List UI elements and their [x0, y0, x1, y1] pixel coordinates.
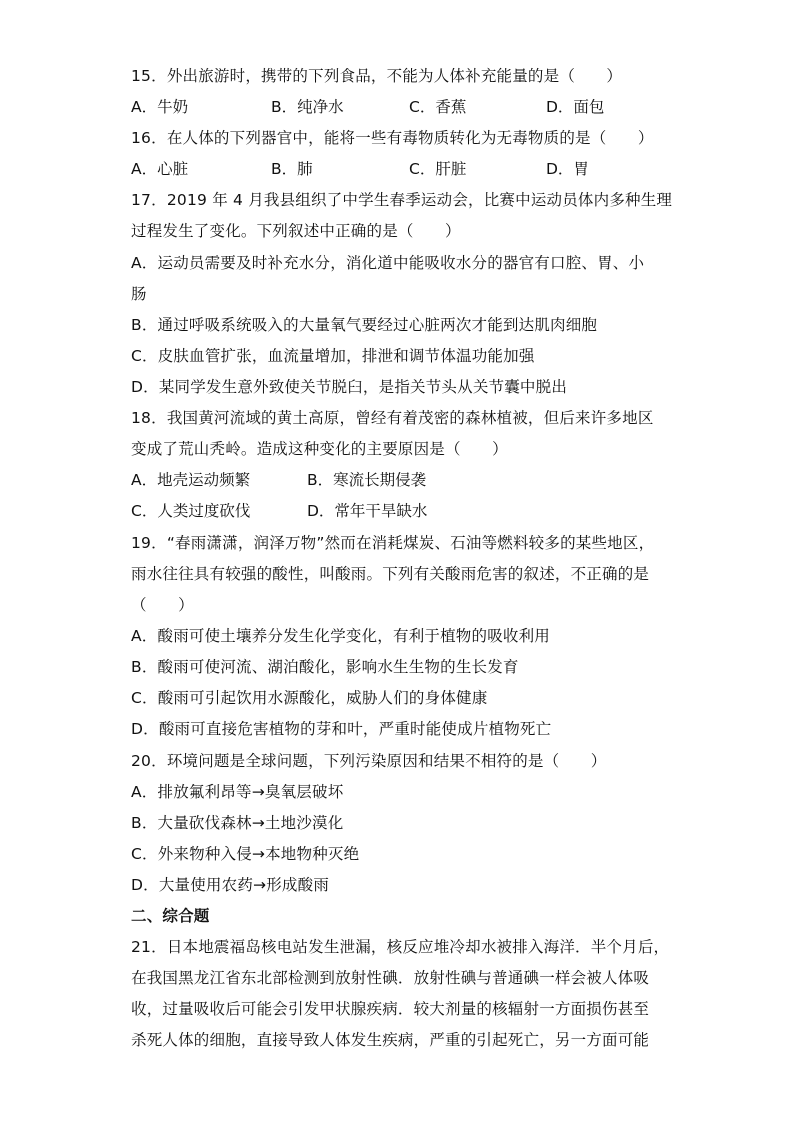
q19-option-b: B．酸雨可使河流、湖泊酸化，影响水生生物的生长发育: [131, 658, 519, 676]
q15-option-b: B．纯净水: [271, 98, 344, 116]
q15-option-a: A．牛奶: [131, 98, 189, 116]
q16-stem: 16．在人体的下列器官中，能将一些有毒物质转化为无毒物质的是（ ）: [131, 129, 654, 147]
q20-option-c: C．外来物种入侵→本地物种灭绝: [131, 845, 360, 863]
q19-stem-line-1: 19．“春雨潇潇，润泽万物”然而在消耗煤炭、石油等燃料较多的某些地区，: [131, 534, 655, 552]
q21-line-1: 21．日本地震福岛核电站发生泄漏，核反应堆冷却水被排入海洋．半个月后，: [131, 938, 670, 956]
q17-option-a-cont: 肠: [131, 285, 147, 303]
q15-option-c: C．香蕉: [409, 98, 467, 116]
q18-option-c: C．人类过度砍伐: [131, 502, 251, 520]
section-title: 二、综合题: [131, 907, 210, 925]
q20-option-d: D．大量使用农药→形成酸雨: [131, 876, 330, 894]
q20-option-a: A．排放氟利昂等→臭氧层破坏: [131, 783, 344, 801]
q17-option-b: B．通过呼吸系统吸入的大量氧气要经过心脏两次才能到达肌肉细胞: [131, 316, 598, 334]
q18-option-d: D．常年干旱缺水: [307, 502, 428, 520]
q17-option-d: D．某同学发生意外致使关节脱臼，是指关节头从关节囊中脱出: [131, 378, 568, 396]
q21-line-3: 收，过量吸收后可能会引发甲状腺疾病．较大剂量的核辐射一方面损伤甚至: [131, 1000, 650, 1018]
q19-option-d: D．酸雨可直接危害植物的芽和叶，严重时能使成片植物死亡: [131, 720, 552, 738]
q18-stem-line-2: 变成了荒山秃岭。造成这种变化的主要原因是（ ）: [131, 440, 508, 458]
q21-line-4: 杀死人体的细胞，直接导致人体发生疾病，严重的引起死亡，另一方面可能: [131, 1031, 650, 1049]
q19-stem-line-2: 雨水往往具有较强的酸性，叫酸雨。下列有关酸雨危害的叙述，不正确的是: [131, 565, 650, 583]
q19-stem-line-3: （ ）: [131, 596, 194, 614]
q16-option-c: C．肝脏: [409, 160, 467, 178]
q18-stem-line-1: 18．我国黄河流域的黄土高原，曾经有着茂密的森林植被，但后来许多地区: [131, 409, 654, 427]
q17-stem-line-1: 17．2019 年 4 月我县组织了中学生春季运动会，比赛中运动员体内多种生理: [131, 191, 673, 209]
q17-option-a: A．运动员需要及时补充水分，消化道中能吸收水分的器官有口腔、胃、小: [131, 254, 645, 272]
q21-line-2: 在我国黑龙江省东北部检测到放射性碘．放射性碘与普通碘一样会被人体吸: [131, 969, 650, 987]
q16-option-a: A．心脏: [131, 160, 189, 178]
q16-option-b: B．肺: [271, 160, 313, 178]
q17-option-c: C．皮肤血管扩张，血流量增加，排泄和调节体温功能加强: [131, 347, 535, 365]
q17-stem-line-2: 过程发生了变化。下列叙述中正确的是（ ）: [131, 222, 461, 240]
q16-option-d: D．胃: [546, 160, 589, 178]
q15-option-d: D．面包: [546, 98, 605, 116]
q15-stem: 15．外出旅游时，携带的下列食品，不能为人体补充能量的是（ ）: [131, 67, 623, 85]
q18-option-a: A．地壳运动频繁: [131, 471, 251, 489]
q18-option-b: B．寒流长期侵袭: [307, 471, 427, 489]
q19-option-a: A．酸雨可使土壤养分发生化学变化，有利于植物的吸收利用: [131, 627, 551, 645]
q20-stem: 20．环境问题是全球问题，下列污染原因和结果不相符的是（ ）: [131, 752, 607, 770]
q20-option-b: B．大量砍伐森林→土地沙漠化: [131, 814, 344, 832]
q19-option-c: C．酸雨可引起饮用水源酸化，威胁人们的身体健康: [131, 689, 488, 707]
